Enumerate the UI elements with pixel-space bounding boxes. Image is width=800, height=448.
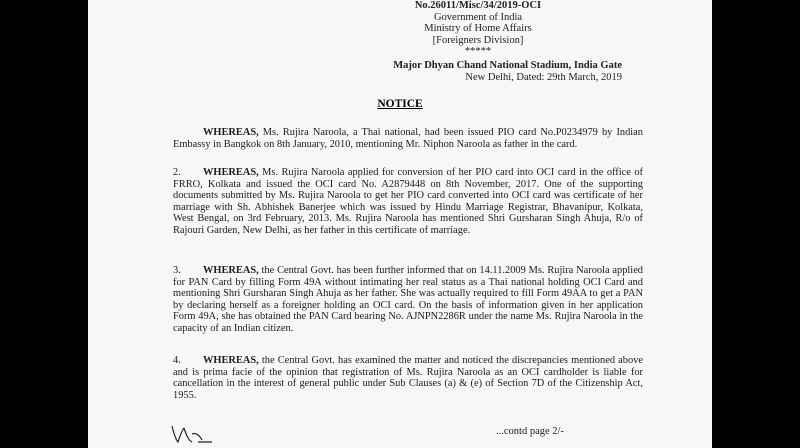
document-page [88, 0, 712, 448]
paragraph-text: the Central Govt. has examined the matter and noticed the discrepancies mentioned above and is prima facie of the opinion that registration of Ms. Rujira Naroola as an OCI cardholder is liable for cancellation in the interest of general public under Sub Clauses (a) & (e) of Section 7D of the Citizenship Act, 1955. [173, 355, 643, 401]
venue: Major Dhyan Chand National Stadium, India Gate [393, 60, 622, 71]
date-line: New Delhi, Dated: 29th March, 2019 [465, 72, 622, 83]
letterhead [378, 0, 578, 58]
paragraph-number: 3. [173, 265, 181, 276]
place-and-date [393, 60, 622, 84]
paragraph-number: 4. [173, 355, 181, 366]
paragraph-4 [173, 355, 643, 401]
paragraph-lead: WHEREAS, [203, 167, 259, 178]
letterhead-stars: ***** [464, 46, 492, 57]
notice-title-text: NOTICE [377, 98, 423, 110]
paragraph-text: Ms. Rujira Naroola applied for conversion of her PIO card into OCI card in the office of FRRO, Kolkata and issued the OCI card No. A2879448 on 8th November, 2017. One of the supporting documents submitted by Ms. Rujira Naroola to get her PIO card converted into OCI card was certificate of her marriage with Sh. Abhishek Banerjee which was issued by Hindu Marriage Registrar, Bhavanipur, Kolkata, West Bengal, on 3rd February, 2013. Ms. Rujira Naroola has mentioned Shri Gursharan Singh Ahuja, R/o of Rajouri Garden, New Delhi, as her father in this certificate of marriage. [173, 167, 643, 236]
paragraph-2 [173, 167, 643, 237]
signature-initials [168, 422, 228, 446]
paragraph-text: Ms. Rujira Naroola, a Thai national, had been issued PIO card No.P0234979 by Indian Embassy in Bangkok on 8th January, 2010, mentioning Mr. Niphon Naroola as father in the card. [173, 127, 643, 150]
letterhead-line: [Foreigners Division] [432, 34, 524, 46]
continued-note: ...contd page 2/- [496, 426, 564, 437]
reference-number: No.26011/Misc/34/2019-OCI [414, 0, 542, 11]
paragraph-3 [173, 265, 643, 335]
paragraph-number: 2. [173, 167, 181, 178]
paragraph-1 [173, 127, 643, 150]
paragraph-lead: WHEREAS, [203, 127, 259, 138]
paragraph-lead: WHEREAS, [203, 355, 259, 366]
paragraph-text: the Central Govt. has been further informed that on 14.11.2009 Ms. Rujira Naroola applied for PAN Card by filling Form 49A without intimating her real status as a Thai national holding OCI Card and mentioning Shri Gursharan Singh Ahuja as her father. She was actually required to fill Form 49AA to get a PAN by declaring herself as a foreigner holding an OCI card. On the basis of information given in her application Form 49A, she has obtained the PAN Card bearing No. AJNPN2286R under the name Ms. Rujira Naroola in the capacity of an Indian citizen. [173, 265, 643, 334]
notice-title [88, 98, 712, 110]
letterhead-line: Government of India [433, 11, 523, 23]
paragraph-lead: WHEREAS, [203, 265, 259, 276]
letterhead-line: Ministry of Home Affairs [424, 23, 532, 34]
